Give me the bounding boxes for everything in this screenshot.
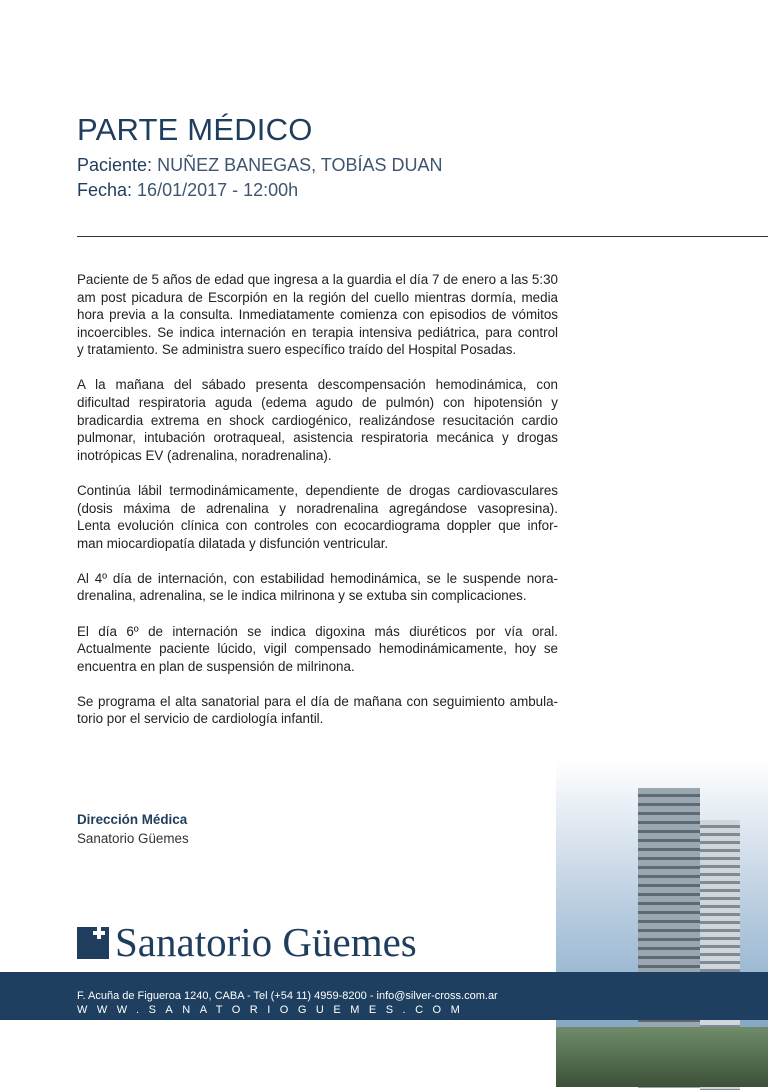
paragraph-line: hora previa a la consulta. Inmediatamente comienza con episodios de vómitos	[77, 307, 558, 323]
paragraph-line: El día 6º de internación se indica digoxina más diuréticos por vía oral.	[77, 623, 558, 639]
paragraph-line: Paciente de 5 años de edad que ingresa a la guardia el día 7 de enero a las 5:30	[77, 272, 558, 287]
paragraph-line: drenalina, adrenalina, se le indica milrinona y se extuba sin complicaciones.	[77, 588, 527, 604]
patient-name: NUÑEZ BANEGAS, TOBÍAS DUAN	[157, 155, 443, 175]
paragraph-line: Se programa el alta sanatorial para el día de mañana con seguimiento ambula-	[77, 693, 558, 709]
trees	[556, 1027, 768, 1087]
logo-cross-icon	[77, 927, 109, 959]
paragraph-line: Continúa lábil termodinámicamente, dependiente de drogas cardiovasculares	[77, 482, 558, 498]
date-label: Fecha:	[77, 180, 133, 200]
paragraph	[77, 693, 558, 728]
paragraph-line: inotrópicas EV (adrenalina, noradrenalina).	[77, 447, 332, 463]
header-divider	[77, 236, 768, 237]
paragraph	[77, 570, 558, 605]
footer-website: WWW.SANATORIOGUEMES.COM	[77, 1004, 470, 1016]
paragraph	[77, 376, 558, 464]
footer-band	[0, 972, 768, 1020]
paragraph-line: y tratamiento. Se administra suero específico traído del Hospital Posadas.	[77, 342, 517, 358]
signature-organization: Sanatorio Güemes	[77, 831, 189, 846]
paragraph-line: pulmonar, intubación orotraqueal, asistencia respiratoria mecánica y drogas	[77, 430, 558, 446]
paragraph-line: am post picadura de Escorpión en la región del cuello mientras dormía, media	[77, 289, 558, 305]
paragraph-line: encuentra en plan de suspensión de milrinona.	[77, 658, 355, 674]
paragraph-line: bradicardia extrema en shock cardiogénico, realizándose resucitación cardio	[77, 412, 558, 428]
date-value: 16/01/2017 - 12:00h	[137, 180, 299, 200]
date-line	[77, 180, 298, 201]
paragraph	[77, 271, 558, 359]
signature-block	[77, 810, 189, 848]
patient-line	[77, 155, 442, 176]
paragraph	[77, 482, 558, 552]
paragraph-line: dificultad respiratoria aguda (edema agudo de pulmón) con hipotensión y	[77, 395, 558, 411]
paragraph	[77, 623, 558, 676]
paragraph-line: Actualmente paciente lúcido, vigil compensado hemodinámicamente, hoy se	[77, 641, 558, 657]
signature-department: Dirección Médica	[77, 812, 188, 827]
paragraph-line: (dosis máxima de adrenalina y noradrenalina agregándose vasopresina).	[77, 500, 558, 516]
report-body	[77, 271, 558, 745]
paragraph-line: Lenta evolución clínica con controles con ecocardiograma doppler que infor-	[77, 518, 558, 534]
patient-label: Paciente:	[77, 155, 153, 175]
paragraph-line: Al 4º día de internación, con estabilidad hemodinámica, se le suspende nora-	[77, 570, 558, 586]
building-photo	[556, 760, 768, 1087]
sanatorio-logo	[77, 919, 417, 965]
footer-address: F. Acuña de Figueroa 1240, CABA - Tel (+54 11) 4959-8200 - info@silver-cross.com.ar	[77, 990, 498, 1002]
paragraph-line: A la mañana del sábado presenta descompensación hemodinámica, con	[77, 377, 558, 393]
logo-text: Sanatorio Güemes	[115, 919, 417, 965]
paragraph-line: incoercibles. Se indica internación en terapia intensiva pediátrica, para control	[77, 324, 558, 340]
paragraph-line: man miocardiopatía dilatada y disfunción ventricular.	[77, 535, 389, 551]
paragraph-line: torio por el servicio de cardiología infantil.	[77, 711, 324, 727]
document-title: PARTE MÉDICO	[77, 112, 313, 147]
